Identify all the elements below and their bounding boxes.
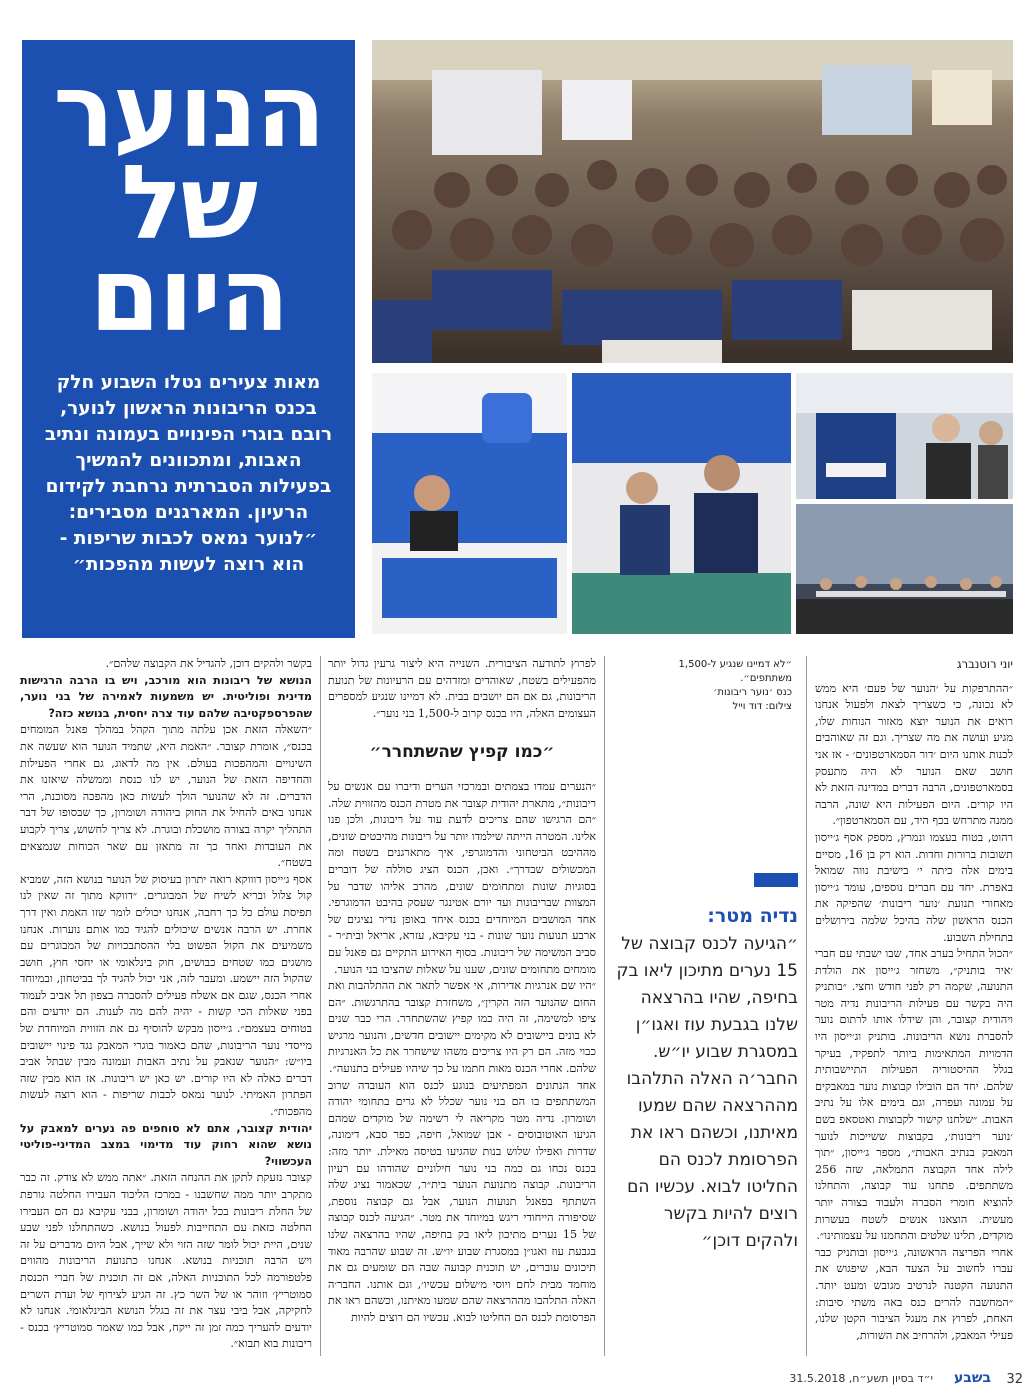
paragraph: לפרוץ לתודעה הציבורית. השנייה היא ליצור גרעין גדול יותר מהפעילים בשטח, שאוהדים ומזדהים עם הרעיונות של תנועת הריבונות, גם אם הם יושבים בבית. לא דמיינו שנגיע למספרים העצומים האלה, היו בכנס קרוב ל-1,500 בני נוער״. bbox=[328, 657, 596, 720]
paragraph: ״השאלה הזאת אכן עלתה מתוך הקהל במהלך פאנל המומחים בכנס״, אומרת קצובר. ״האמת היא, שתמיד הנוער הוא שעשה את השינויים והמהפכות בעולם. אין מה לדאוג, גם אחרי הפעילות והחדיפה הזאת של הנוער, יש לנו כנסת וממשלה שיאזנו את הדברים. זה לא שהנוער הולך לעשות כאן מהפכה מסוכנת, הרי אנחנו באים להחיל את החוק ביהודה ושומרון, כך שבסופו של דבר התהליך יקרה בצורה מושכלת ובוגרת. לא צריך לחשוש, צריך לקבוע את העובדות ואחר כך זה מתאזן עם שאר הכוחות שנמצאים בשטח״. bbox=[20, 723, 312, 870]
paragraph: רהוט, בטוח בעצמו ונמרץ, מספק אסף ג׳ייסון תשובות ברורות וחדות. הוא רק בן 16, מסיים בימים אלה כיתה י׳ בישיבת נווה שמואל באפרת. יחד עם חברים נוספים, עומד ג׳ייסון מאחורי תנועת ׳נוער ריבונות׳ שהפיקה את הכנס הראשון שלה בהיכל שלמה בירושלים בתחילת השבוע. bbox=[815, 830, 1013, 944]
paragraph: בקשר ולהקים דוכן, להגדיל את הקבוצה שלהם״. bbox=[105, 657, 312, 670]
page-number: 32 bbox=[1006, 1372, 1023, 1387]
panel-speaker-photo bbox=[572, 373, 791, 634]
lede-text: מאות צעירים נטלו השבוע חלק בכנס הריבונות הראשון לנוער, רובם בוגרי הפינויים בעמונה ונתיב האבות, ומתכוונים להמשיך בפעילות הסברתית נרחבת לקידום הרעיון. המארגנים מסבירים: ״לנוער נמאס לכבות שריפות - הוא רוצה לעשות מהפכות״ bbox=[44, 372, 333, 575]
pull-quote bbox=[616, 873, 798, 1255]
quote-text: ״הגיעה לכנס קבוצה של 15 נערים מתיכון ליאו בק בחיפה, שהיו בהרצאה שלנו בגבעת עוז ואגו״ן במסגרת שבוע יו״ש. החבר׳ה האלה התלהבו מההרצאה שהם שמעו מאיתנו, וכשהם ראו את הפרסומת לכנס הם החליטו לבוא. עכשיו הם רוצים להיות בקשר ולהקים דוכן״ bbox=[616, 934, 798, 1251]
photo-caption bbox=[640, 658, 792, 714]
headline-line-2: של bbox=[120, 144, 257, 263]
speakers-podium-photo bbox=[796, 373, 1013, 499]
caption-line-3: צילום: דוד וייל bbox=[732, 701, 792, 712]
article-column-4 bbox=[20, 656, 312, 1362]
issue-date: י״ד בסיון תשע״ח, 31.5.2018 bbox=[789, 1372, 933, 1385]
caption-line-1: ״לא דמיינו שנגיע ל-1,500 משתתפים״. bbox=[678, 659, 792, 684]
quote-speaker: נדיה מטר: bbox=[707, 905, 798, 927]
woman-speaker-photo bbox=[372, 373, 567, 634]
column-rule bbox=[320, 656, 321, 1356]
headline-box bbox=[22, 40, 355, 638]
quote-marker bbox=[754, 873, 798, 887]
page-footer bbox=[0, 1366, 1033, 1395]
paragraph: ״הנערים עמדו בצמתים ובמרכזי הערים ודיברו עם אנשים על ריבונות״, מתארת יהודית קצובר את מטרת הכנס מהזווית שלה. ״הם הרגישו שהם צריכים לדעת עוד על ריבונות, ולכן פנו אלינו. המטרה הייתה שילמדו יותר על ריבונות מהיבטים שונים, מההיבט הביטחוני והדמוגרפי, איך מתארגנים בשטח ומה המכשולים שבדרך״. ואכן, הכנס הציג סוללה של דוברים בסוגיות שונות ומתחומים שונים, מהרב אליהו שדבר על המצוות שבריבונות ועד יורם אטינגר שעסק בהיבט הדמוגרפי. אחד המושבים המיוחדים בכנס איחד באופן נדיר נציגים של ארבע תנועות נוער שונות - בני עקיבא, עזרא, אריאל ובית״ר - סביב המשימה של ריבונות. בסוף האירוע התקיים גם פאנל עם מומחים מתחומים שונים, שענו על שאלות שהציבו בני הנוער. bbox=[328, 779, 596, 976]
paragraph: אחרי הפריצה הראשונה, ג׳ייסון ובותניק כבר עברו לחשוב על הצעד הבא, שיפגוש את התנועה הקטנה לנרטיב מגובש ומעט יותר. ״המחשבה להרים כנס באה משתי סיבות: האחת, לפרוץ את מעגל הציבור הקטן שלנו, פעילי המאבק, ולהרחיב את השורות, bbox=[815, 1245, 1013, 1342]
publication-logo: בשבע bbox=[953, 1370, 991, 1386]
headline-line-1: הנוער bbox=[53, 52, 324, 171]
headline-line-3: היום bbox=[89, 236, 288, 355]
article-column-1 bbox=[815, 656, 1013, 1362]
paragraph: אחד הנתונים המפתיעים בנוגע לכנס הוא העובדה שרוב המשתתפים בו הם בני נוער שכלל לא גרים בתחומי יהודה ושומרון. נדיה מטר מקריאה לי רשימה של מוקדים שמהם הגיעו האוטובוסים - אבן שמואל, חיפה, כפר סבא, דימונה, שדרות ואפילו שלוש בנות שהגיעו בטיסה מאילת. יותר מזה: בכנס נכחו גם כמה בני נוער חילוניים שהודהו עם רעיון הריבונות. קבוצה מתנועת הנוער בית״ר, שכאמור נציג שלה השתתף בפאנל תנועות הנוער, אבל גם קבוצה נוספת, שסיפורה הייחודי ריגש במיוחד את מטר. ״הגיעה לכנס קבוצה של 15 נערים מתיכון ליאו בק בחיפה, שהיו בהרצאה שלנו בגבעת עוז ואגו״ן במסגרת שבוע יו״ש. זה שבוע שהרבה מאוד תיכונים עוברים, יש תוכנית קבועה שבה הם שומעים גם את מוחמד מבית לחם ויוסי מ׳שלום עכשיו׳, וגם אותנו. החבר׳ה האלה התלהבו מההרצאה שהם שמעו מאיתנו, וכשהם ראו את הפרסומת לכנס הם החליטו לבוא. עכשיו הם רוצים להיות bbox=[328, 1078, 596, 1324]
paragraph: ״ההתרפקות על ׳הנוער של פעם׳ היא ממש לא נכונה, כי כשצריך לצאת ולפעול אנחנו רואים את הנוער יוצא מאזור הנוחות שלו, מגיע ועושה את מה שצריך. וגם זה שאוהבים לכנות אותנו היום ׳דור הסמארטפונים׳ - אז אני חושב שאם הנוער לא היה מתעסק בסמארטפונים, הרבה דברים במדינה הזאת לא היו קורים. היום הפעילות היא שונה, הרבה ממנה מתרחש בכף היד, עם הסמארטפון״. bbox=[815, 681, 1013, 828]
panel-stage-photo bbox=[796, 504, 1013, 634]
column-rule bbox=[806, 656, 807, 1356]
interview-question: יהודית קצובר, אתם לא סוחפים פה נערים למאבק על נושא שהוא רחוק עוד מדימוי במצב המדיני-פוליטי העכשווי? bbox=[20, 1121, 312, 1168]
paragraph: ״הכול התחיל בערב אחד, שבו ישבתי עם חברי ׳איר בותניק״, משחזר ג׳ייסון את הולדת התנועה, שקמה רק לפני חודש וחצי. ״בותניק היה בקשר עם פעילות הריבונות נדיה מטר ויהודית קצובר, והן שידלו אותו לרתום נוער להסברת נושא הריבונות. בותניק וג׳ייסון היו הדמויות המתאימות ביותר לתפקיד, בעיקר בגלל ההיסטוריה הפעילות התיישבותית שלהם. יחד הם הובילו קבוצות נוער במאבקים על עמונה ועפרה, וגם בימים אלו על נתיב האבות. ״שלחנו קישור לקבוצות ואטסאפ בשם ׳נוער ריבונות׳, בקבוצות ששייכות לנוער המאבק בנתיב האבות״, מספר ג׳ייסון, ״תוך לילה אחד הקבוצה התמלאה, שזה 256 משתתפים. פתחנו עוד קבוצה, והתחלנו להוציא חומרי הסברה ולעבוד בצורה יותר מעשית. הוצאנו אנשים לשטח בעשרות מוקדים, תלינו שלטים והתחמנו על עצמותינו״. bbox=[815, 947, 1013, 1243]
paragraph: קצובר נזעקת לתקן את ההנחה הזאת. ״אתה ממש לא צודק. זה כבר מתקרב יותר ממה שחשבנו - במרכז הליכוד העבירו החלטה גורפת של החלת ריבונות בכל יהודה ושומרון, בבני עקיבא גם הם העבירו החלטה כזאת עם התחייבות לפעול בנושא. כשהתחלנו לפני שבע שנים, היית יכול לומר שזה הזוי ולא שייך, אבל היום מדברים על זה ויש הרבה תוכניות בנושא. אנחנו כתנועת הריבונות מהווים פלטפורמה לכל התוכניות האלה, אם זה תוכנית של חברי הכנסת סמוטריץ׳ וזוהר או של השר כץ. זה הגיע לצירוף של ועדת השרים לחקיקה, אבל ביבי עצר את זה בגלל הנושא הבינלאומי. אנחנו לא יודעים להעריך כמה זמן זה ייקח, אבל כמו שאמר סמוטריץ׳ בכנס - ריבונות בוא תבוא״. bbox=[20, 1171, 312, 1351]
paragraph: ״היו שם אנרגיות אדירות, אי אפשר לתאר את ההתלהבות ואת החום שהנוער הזה הקרין״, משחזרת קצובר בהתרגשות. ״הם ציפו למשימה, זה היה כמו קפיץ שהשתחרר. הרי כבר שנים לא בונים ביישובים לא מקימים יישובים חדשים, והנוער מרגיש כבוי מזה. הם רק היו צריכים משהו שישחרר את כל האנרגיות שלהם. אחרי הכנס מאות חתמו על כך שיהיו פעילים בתנועה״. bbox=[328, 979, 596, 1076]
section-subheading: ״כמו קפיץ שהשתחרר״ bbox=[369, 742, 555, 763]
caption-line-2: כנס ׳נוער ריבונות׳ bbox=[713, 687, 792, 698]
conference-crowd-photo bbox=[372, 40, 1013, 363]
column-rule bbox=[604, 656, 605, 1356]
interview-question: הנושא של ריבונות הוא מורכב, ויש בו הרבה הרגישות מדינית ופוליטית. יש משמעות לאמירה של בני נוער, שהפרספקטיבה שלהם עוד צרה יחסית, בנושא כזה? bbox=[20, 673, 312, 720]
author-byline: יוני רוטנברג bbox=[956, 657, 1013, 671]
paragraph: אסף ג׳ייסון דוווקא רואה יתרון בעיסוק של הנוער בנושא הזה, שמביא קול צלול ובריא לשיח של המבוגרים. ״דווקא מתוך זה שאין לנו תפיסת עולם כל כך רחבה, אנחנו יכולים לומר שזו האמת ואין דרך אחרת. יש הרבה אנשים שיכולים להגיד כמו אותם נוערות. אנחנו משמיעים את הקול הפשוט בלי ההסתבכויות של המבוגרים עם מושגים כמו שטחים כבושים, חוק בינלאומי או יחסי חוץ, חושב שהקול הזה יישמע. ומעבר לזה, אני יכול להגיד לך בביטחון, ובמיוחד אחרי הכנס, שגם אם אשלח פעילים להסברה בצפון תל אביב לעמוד בפני שאלות הכי קשות - יהיה להם מה לענות. הם יודעים והם בטוחים בעצמם״. ג׳ייסון מבקש להוסיף גם את הזווית המיוחדת של מייסדי נוער הריבונות, שהם כאמור בוגרי המאבק נגד פינוי יישובים ביו״ש: ״הנוער שנאבק על נתיב האבות ועמונה מבין שבתל אביב דברים כאלה לא היו קורים. יש כאן יש ריבונות. אז הוא מבין שזה הפתרון האמיתי. לנוער נמאס לכבות שריפות - הוא רוצה לעשות מהפכות״. bbox=[20, 872, 312, 1119]
article-column-3 bbox=[328, 656, 596, 1362]
